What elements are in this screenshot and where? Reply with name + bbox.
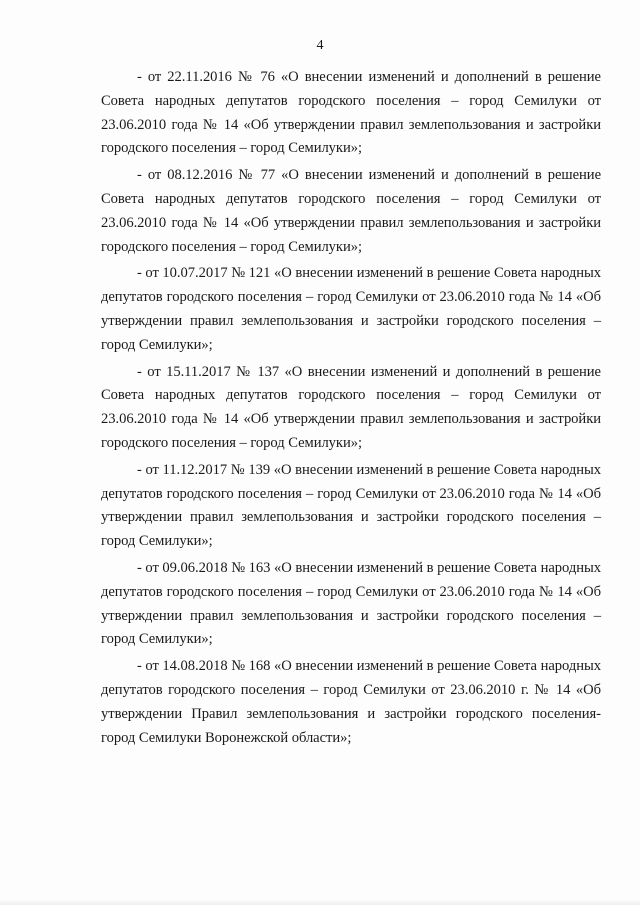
list-item-decision-77: - от 08.12.2016 № 77 «О внесении изменений и дополнений в решение Совета народных депутатов городского поселения – город Семилуки от 23.06.2010 года № 14 «Об утверждении правил землепользования и застройки городского поселения – город Семилуки»; — [101, 167, 601, 255]
list-item-decision-139: - от 11.12.2017 № 139 «О внесении изменений в решение Совета народных депутатов городского поселения – город Семилуки от 23.06.2010 года № 14 «Об утверждении правил землепользования и застройки городского поселения – город Семилуки»; — [101, 461, 601, 550]
list-item-decision-163: - от 09.06.2018 № 163 «О внесении изменений в решение Совета народных депутатов городского поселения – город Семилуки от 23.06.2010 года № 14 «Об утверждении правил землепользования и застройки городского поселения – город Семилуки»; — [101, 559, 601, 648]
page-number: 4 — [316, 38, 324, 53]
document-body — [101, 66, 601, 753]
list-item-decision-137: - от 15.11.2017 № 137 «О внесении изменений и дополнений в решение Совета народных депутатов городского поселения – город Семилуки от 23.06.2010 года № 14 «Об утверждении правил землепользования и застройки городского поселения – город Семилуки»; — [101, 363, 601, 451]
list-item-decision-76: - от 22.11.2016 № 76 «О внесении изменений и дополнений в решение Совета народных депутатов городского поселения – город Семилуки от 23.06.2010 года № 14 «Об утверждении правил землепользования и застройки городского поселения – город Семилуки»; — [101, 69, 601, 157]
list-item-decision-121: - от 10.07.2017 № 121 «О внесении изменений в решение Совета народных депутатов городского поселения – город Семилуки от 23.06.2010 года № 14 «Об утверждении правил землепользования и застройки городского поселения – город Семилуки»; — [101, 265, 601, 353]
list-item-decision-168: - от 14.08.2018 № 168 «О внесении изменений в решение Совета народных депутатов городского поселения – город Семилуки от 23.06.2010 г. № 14 «Об утверждении Правил землепользования и застройки городского поселения- город Семилуки Воронежской области»; — [101, 658, 601, 746]
page-edge-shadow — [0, 899, 640, 905]
